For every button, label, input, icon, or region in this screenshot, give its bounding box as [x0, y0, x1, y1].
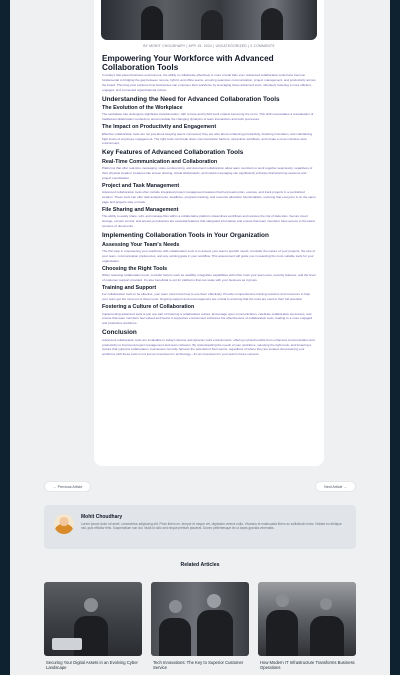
related-article-image[interactable] — [151, 582, 249, 656]
section-paragraph: Platforms that offer real-time messaging, video conferencing, and document collaboration allow team members to work together seamlessly, regardless of their physical location. Features like screen sharing, virtual whiteboards, and instant messaging can significantly enhance brainstorming sessions and project coordination. — [102, 166, 313, 180]
subsection-heading: Fostering a Culture of Collaboration — [102, 304, 195, 311]
section-paragraph: For collaboration tools to be effective, your team must know how to use them effectively. Provide comprehensive training sessions and resources to help your team get the most out of these tools. Ongoing support and encouragement are crucial to ensuring that the tools are used to their full potential. — [102, 292, 311, 302]
subsection-heading: Real-Time Communication and Collaboration — [102, 158, 218, 165]
related-article-card[interactable] — [258, 582, 356, 675]
related-articles-grid — [44, 582, 356, 675]
page — [10, 0, 390, 675]
left-frame — [0, 0, 10, 675]
related-article-image[interactable] — [44, 582, 142, 656]
next-article-button[interactable]: Next Article → — [315, 481, 356, 492]
subsection-heading: The Impact on Productivity and Engagement — [102, 124, 217, 131]
related-article-title[interactable]: How Modern IT Infrastructure Transforms Business Operations — [260, 660, 355, 671]
author-avatar — [54, 514, 74, 534]
section-paragraph: The first step in empowering your workforce with collaboration tools is to assess your team's specific needs. Consider the nature of your projects, the size of your team, communication preferences, and any existing gaps in your workflow. This assessment will guide you in selecting the most suitable tools for your organization. — [102, 248, 316, 263]
subsection-heading: The Evolution of the Workplace — [102, 105, 183, 112]
subsection-heading: Assessing Your Team's Needs — [102, 241, 180, 248]
section-paragraph: When selecting collaboration tools, consider factors such as usability, integration capabilities with other tools your team uses, security features, and the level of customer support provided. It's also beneficial to opt for platforms that can scale with your business as it grows. — [102, 273, 316, 282]
subsection-heading: Choosing the Right Tools — [102, 265, 168, 272]
subsection-heading: Project and Task Management — [102, 182, 180, 189]
section-paragraph: The workplace has undergone significant transformation, with remote and hybrid work models becoming the norm. This shift necessitates a reevaluation of traditional collaboration methods to accommodate the changing dynamics of team interactions and work processes. — [102, 112, 314, 122]
section-heading: Implementing Collaboration Tools in Your Organization — [102, 232, 269, 240]
related-article-card[interactable] — [151, 582, 249, 675]
article-hero-image — [101, 0, 317, 40]
related-article-title[interactable]: Tech Innovations: The Key to Superior Customer Service — [153, 660, 244, 671]
previous-article-button[interactable]: ← Previous Article — [44, 481, 91, 492]
author-bio: Lorem ipsum dolor sit amet, consectetur adipiscing elit. Proin libero ex, tempor et neque vel, dignissim viverra nulla. Vivamus et malesuada libero ac sollicitudin tortor. Nullam eu tristique nisl, quis efficitur felis. Suspendisse non dui. Nulla id odio sed neque pretium placerat. Donec pellentesque leo a turpis gravida venenatis. — [81, 522, 342, 531]
article-intro: In today's fast-paced business environment, the ability to collaborate effectively is more crucial than ever. Advanced collaboration tools have become fundamental to bridging the gap between remote, hybrid, and office teams, ensuring seamless communication, project management, and productivity across the board. This blog post explores how businesses can empower their workforce by leveraging these advanced tools, ultimately fostering a more efficient, engaged, and connected organizational culture. — [102, 73, 316, 92]
section-paragraph: Effective collaboration tools are not just about keeping teams connected; they are also about enhancing productivity, fostering innovation, and maintaining high levels of employee engagement. The right tools can break down communication barriers, streamline workflows, and create a more inclusive work environment. — [102, 131, 313, 146]
related-article-image[interactable] — [258, 582, 356, 656]
subsection-heading: File Sharing and Management — [102, 207, 179, 214]
right-frame — [390, 0, 400, 675]
section-paragraph: The ability to easily share, edit, and manage files within a collaborative platform streamlines workflows and reduces the risk of data silos. Secure cloud storage, version control, and access permissions are essential features that safeguard information and ensure that team members have access to the latest versions of documents. — [102, 214, 315, 229]
section-paragraph: Advanced collaboration tools are invaluable in today's diverse and dynamic work environments, offering myriad benefits from enhanced communication and productivity to improved project management and team cohesion. By understanding the needs of your workforce, selecting the right tools, and fostering a culture that supports collaboration, businesses can fully harness the potential of their teams, regardless of where they are located. Empowering your workforce with these tools is not just an investment in technology—it's an investment in your team's future success. — [102, 337, 315, 357]
author-name[interactable]: Mohit Choudhary — [81, 514, 123, 520]
subsection-heading: Training and Support — [102, 284, 157, 291]
related-article-card[interactable] — [44, 582, 142, 675]
author-box — [44, 505, 356, 549]
section-paragraph: Implementing advanced tools is just one part of fostering a collaborative culture. Encourage open communication, celebrate collaborative successes, and ensure that team members feel valued and heard. A supportive environment enhances the effectiveness of collaboration tools, leading to a more engaged and productive workforce. — [102, 311, 313, 326]
related-article-title[interactable]: Securing Your Digital Assets in an Evolving Cyber Landscape — [46, 660, 138, 671]
article-title: Empowering Your Workforce with Advanced Collaboration Tools — [102, 54, 274, 72]
article-sections — [102, 96, 316, 358]
article-card — [94, 0, 324, 466]
post-navigation — [44, 481, 356, 492]
related-articles-heading: Related Articles — [180, 562, 220, 568]
section-heading: Conclusion — [102, 329, 137, 337]
section-heading: Understanding the Need for Advanced Collaboration Tools — [102, 95, 280, 103]
article-meta: BY MOHIT CHOUDHARY | APR 15, 2024 | UNCATEGORIZED | 0 COMMENTS — [143, 44, 275, 48]
section-heading: Key Features of Advanced Collaboration Tools — [102, 149, 244, 157]
section-paragraph: Advanced collaboration tools often include integrated project management features that help teams plan, execute, and track projects in a centralized location. These tools can offer task assignments, deadlines, progress tracking, and resource allocation functionalities, ensuring that everyone is on the same page and projects stay on track. — [102, 190, 316, 205]
